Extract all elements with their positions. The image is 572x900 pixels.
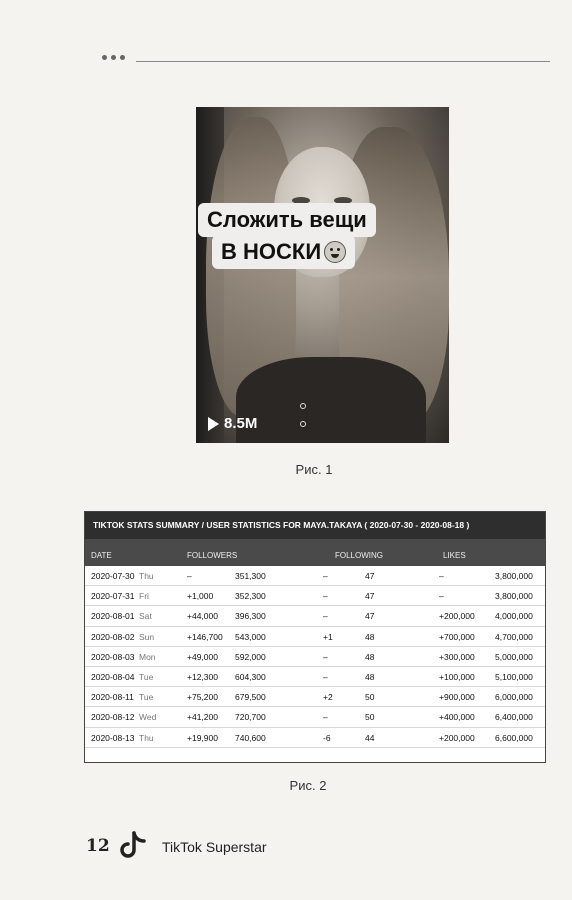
cell-following-change: – [323,571,328,581]
cell-date: 2020-08-11 [91,692,134,703]
cell-likes-change: – [439,591,444,602]
cell-day: Tue [139,671,154,682]
cell-followers: 352,300 [235,591,266,602]
cell-likes-change: +100,000 [439,671,475,682]
cell-followers: 720,700 [235,712,266,723]
cell-likes-change: +200,000 [439,611,475,622]
cell-likes-change: +900,000 [439,692,475,703]
cell-day: Sun [139,631,155,642]
cell-following: 50 [365,692,375,703]
cell-likes: 6,000,000 [495,692,533,703]
cell-following: 48 [365,671,375,682]
cell-following: 44 [365,732,375,743]
cell-followers-change: +12,300 [187,671,218,682]
cell-following: 48 [365,631,375,642]
cell-followers: 396,300 [235,611,266,622]
figure-1-label: Рис. 1 [295,462,333,477]
cell-followers: 679,500 [235,692,266,703]
cell-followers: 740,600 [235,732,266,743]
cell-followers: 592,000 [235,651,266,662]
cell-date: 2020-08-12 [91,712,135,723]
col-likes: LIKES [443,551,466,560]
cell-day: Wed [139,712,157,723]
cell-likes-change: +700,000 [439,631,475,642]
cell-likes: 5,000,000 [495,651,533,662]
cell-day: Mon [139,651,156,662]
stats-header [85,539,545,566]
cell-following-change: – [323,591,328,602]
cell-followers-change: +49,000 [187,651,218,662]
grinning-face-icon [324,241,346,263]
brand-name: TikTok Superstar [162,839,267,855]
cell-following-change: -6 [323,732,331,743]
cell-date: 2020-07-30 [91,571,135,581]
table-row [85,647,545,667]
table-row [85,586,545,606]
cell-likes: 6,400,000 [495,712,533,723]
header-dots [102,55,125,60]
cell-followers-change: +41,200 [187,712,218,723]
cell-day: Fri [139,591,149,602]
cell-likes: 3,800,000 [495,571,533,581]
cell-likes-change: +200,000 [439,732,475,743]
figure-2-label: Рис. 2 [289,778,327,793]
cell-following-change: – [323,651,328,662]
cell-likes: 4,700,000 [495,631,533,642]
caption-line-2-text: В НОСКИ [221,239,322,264]
page-number: 12 [86,836,110,856]
cell-following-change: +2 [323,692,333,703]
cell-followers-change: +44,000 [187,611,218,622]
decor-dots [300,403,306,427]
table-row [85,566,545,586]
cell-likes: 6,600,000 [495,732,533,743]
stats-rows [85,566,545,748]
cell-likes: 4,000,000 [495,611,533,622]
caption-line-1: Сложить вещи [198,203,376,237]
view-count [208,415,257,432]
tiktok-logo-icon [118,830,148,862]
cell-following-change: +1 [323,631,333,642]
cell-following: 48 [365,651,375,662]
cell-day: Thu [139,732,154,743]
cell-likes-change: +400,000 [439,712,475,723]
table-row [85,728,545,748]
view-count-value: 8.5M [224,415,258,432]
cell-followers-change: +1,000 [187,591,214,602]
table-row [85,627,545,647]
header-rule [136,61,550,62]
cell-day: Thu [139,571,154,581]
table-row [85,707,545,727]
cell-followers-change: – [187,571,192,581]
cell-following: 47 [365,571,375,581]
cell-likes-change: +300,000 [439,651,475,662]
caption-line-2 [212,235,355,269]
cell-following-change: – [323,671,328,682]
cell-day: Tue [139,692,154,703]
stats-table [84,511,546,763]
cell-likes: 5,100,000 [495,671,533,682]
table-row [85,687,545,707]
col-date: DATE [91,551,112,560]
table-row [85,667,545,687]
cell-date: 2020-08-03 [91,651,135,662]
cell-followers-change: +75,200 [187,692,218,703]
cell-following: 50 [365,712,375,723]
table-row [85,606,545,626]
cell-date: 2020-08-01 [91,611,135,622]
cell-followers: 351,300 [235,571,266,581]
cell-following-change: – [323,611,328,622]
cell-day: Sat [139,611,152,622]
cell-date: 2020-07-31 [91,591,135,602]
cell-followers-change: +19,900 [187,732,218,743]
col-following: FOLLOWING [335,551,384,560]
cell-following: 47 [365,591,375,602]
video-caption [198,203,398,269]
col-followers: FOLLOWERS [187,551,238,560]
cell-date: 2020-08-13 [91,732,135,743]
cell-date: 2020-08-02 [91,631,135,642]
cell-followers: 604,300 [235,671,266,682]
cell-likes-change: – [439,571,444,581]
cell-following: 47 [365,611,375,622]
cell-followers-change: +146,700 [187,631,223,642]
cell-date: 2020-08-04 [91,671,135,682]
cell-likes: 3,800,000 [495,591,533,602]
tiktok-video-still [196,107,449,443]
play-icon [208,417,219,431]
cell-followers: 543,000 [235,631,266,642]
stats-title: TIKTOK STATS SUMMARY / USER STATISTICS FOR MAYA.TAKAYA ( 2020-07-30 - 2020-08-18 ) [85,512,545,539]
cell-following-change: – [323,712,328,723]
